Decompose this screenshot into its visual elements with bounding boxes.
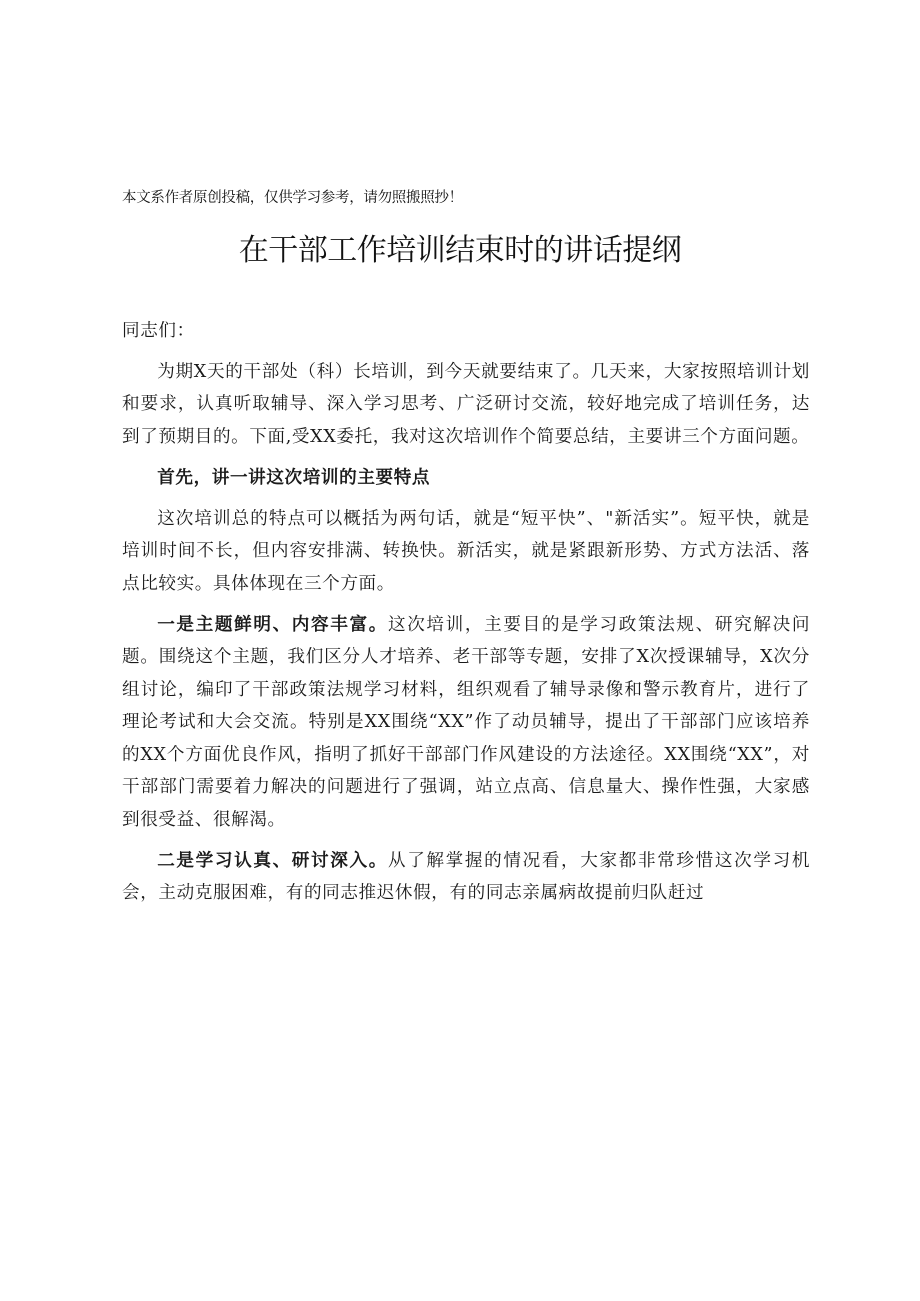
intro-paragraph: 为期X天的干部处（科）长培训，到今天就要结束了。几天来，大家按照培训计划和要求，认真听取辅导、深入学习思考、广泛研讨交流，较好地完成了培训任务，达到了预期目的。下面,受XX委托，我对这次培训作个简要总结，主要讲三个方面问题。 bbox=[122, 361, 810, 447]
salutation: 同志们： bbox=[122, 321, 195, 341]
section-heading-text: 首先，讲一讲这次培训的主要特点 bbox=[157, 466, 431, 488]
point-one-lead: 一是主题鲜明、内容丰富。 bbox=[157, 613, 388, 635]
point-two-lead: 二是学习认真、研讨深入。 bbox=[157, 849, 388, 871]
section-heading bbox=[122, 462, 810, 495]
point-one-text: 这次培训，主要目的是学习政策法规、研究解决问题。围绕这个主题，我们区分人才培养、老干部等专题，安排了X次授课辅导，X次分组讨论，编印了干部政策法规学习材料，组织观看了辅导录像和警示教育片，进行了理论考试和大会交流。特别是XX围绕“XX”作了动员辅导，提出了干部部门应该培养的XX个方面优良作风，指明了抓好干部部门作风建设的方法途径。XX围绕“XX”，对干部部门需要着力解决的问题进行了强调，站立点高、信息量大、操作性强，大家感到很受益、很解渴。 bbox=[122, 614, 811, 830]
point-two-paragraph bbox=[122, 845, 810, 910]
document-title: 在干部工作培训结束时的讲话提纲 bbox=[238, 233, 682, 268]
copyright-notice: 本文系作者原创投稿，仅供学习参考，请勿照搬照抄！ bbox=[122, 190, 463, 206]
point-one-paragraph bbox=[122, 609, 810, 837]
point-two-text: 从了解掌握的情况看，大家都非常珍惜这次学习机会，主动克服困难，有的同志推迟休假，有的同志亲属病故提前归队赶过 bbox=[122, 850, 811, 903]
summary-paragraph: 这次培训总的特点可以概括为两句话，就是“短平快”、"新活实”。短平快，就是培训时间不长，但内容安排满、转换快。新活实，就是紧跟新形势、方式方法活、落点比较实。具体体现在三个方面。 bbox=[122, 508, 810, 594]
document-body bbox=[122, 315, 810, 918]
